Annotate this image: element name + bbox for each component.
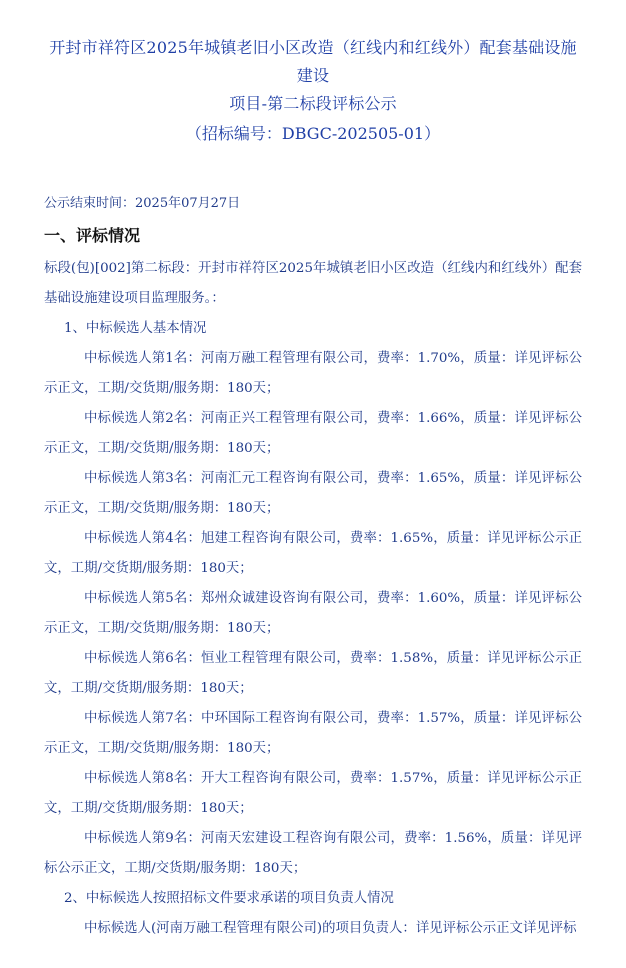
subsection-heading-project-leader: 2、中标候选人按照招标文件要求承诺的项目负责人情况 [64,891,394,906]
candidate-entry: 中标候选人第6名：恒业工程管理有限公司，费率：1.58%，质量：详见评标公示正文，工期/交货期/服务期：180天； [44,651,582,696]
subsection-heading-candidates: 1、中标候选人基本情况 [64,321,207,336]
section-heading-evaluation: 一、评标情况 [44,226,141,245]
candidate-entry: 中标候选人第9名：河南天宏建设工程咨询有限公司，费率：1.56%，质量：详见评标公示正文，工期/交货期/服务期：180天； [44,831,582,876]
document-title-line1: 开封市祥符区2025年城镇老旧小区改造（红线内和红线外）配套基础设施建设 [49,38,577,85]
candidate-entry: 中标候选人第7名：中环国际工程咨询有限公司，费率：1.57%，质量：详见评标公示正文，工期/交货期/服务期：180天； [44,711,582,756]
project-leader-text: 中标候选人(河南万融工程管理有限公司)的项目负责人：详见评标公示正文详见评标 [84,921,577,936]
candidate-entry: 中标候选人第4名：旭建工程咨询有限公司，费率：1.65%，质量：详见评标公示正文，工期/交货期/服务期：180天； [44,531,582,576]
tender-code: （招标编号：DBGC-202505-01） [185,124,441,143]
candidate-entry: 中标候选人第1名：河南万融工程管理有限公司，费率：1.70%，质量：详见评标公示正文，工期/交货期/服务期：180天； [44,351,582,396]
candidate-entry: 中标候选人第3名：河南汇元工程咨询有限公司，费率：1.65%，质量：详见评标公示正文，工期/交货期/服务期：180天； [44,471,582,516]
candidate-entry: 中标候选人第2名：河南正兴工程管理有限公司，费率：1.66%，质量：详见评标公示正文，工期/交货期/服务期：180天； [44,411,582,456]
candidate-entry: 中标候选人第8名：开大工程咨询有限公司，费率：1.57%，质量：详见评标公示正文，工期/交货期/服务期：180天； [44,771,582,816]
document-title-line2: 项目-第二标段评标公示 [229,94,397,113]
announcement-end-time: 公示结束时间：2025年07月27日 [44,196,241,211]
candidate-entry: 中标候选人第5名：郑州众诚建设咨询有限公司，费率：1.60%，质量：详见评标公示正文，工期/交货期/服务期：180天； [44,591,582,636]
lot-description: 标段(包)[002]第二标段：开封市祥符区2025年城镇老旧小区改造（红线内和红线外）配套基础设施建设项目监理服务。： [44,261,582,306]
